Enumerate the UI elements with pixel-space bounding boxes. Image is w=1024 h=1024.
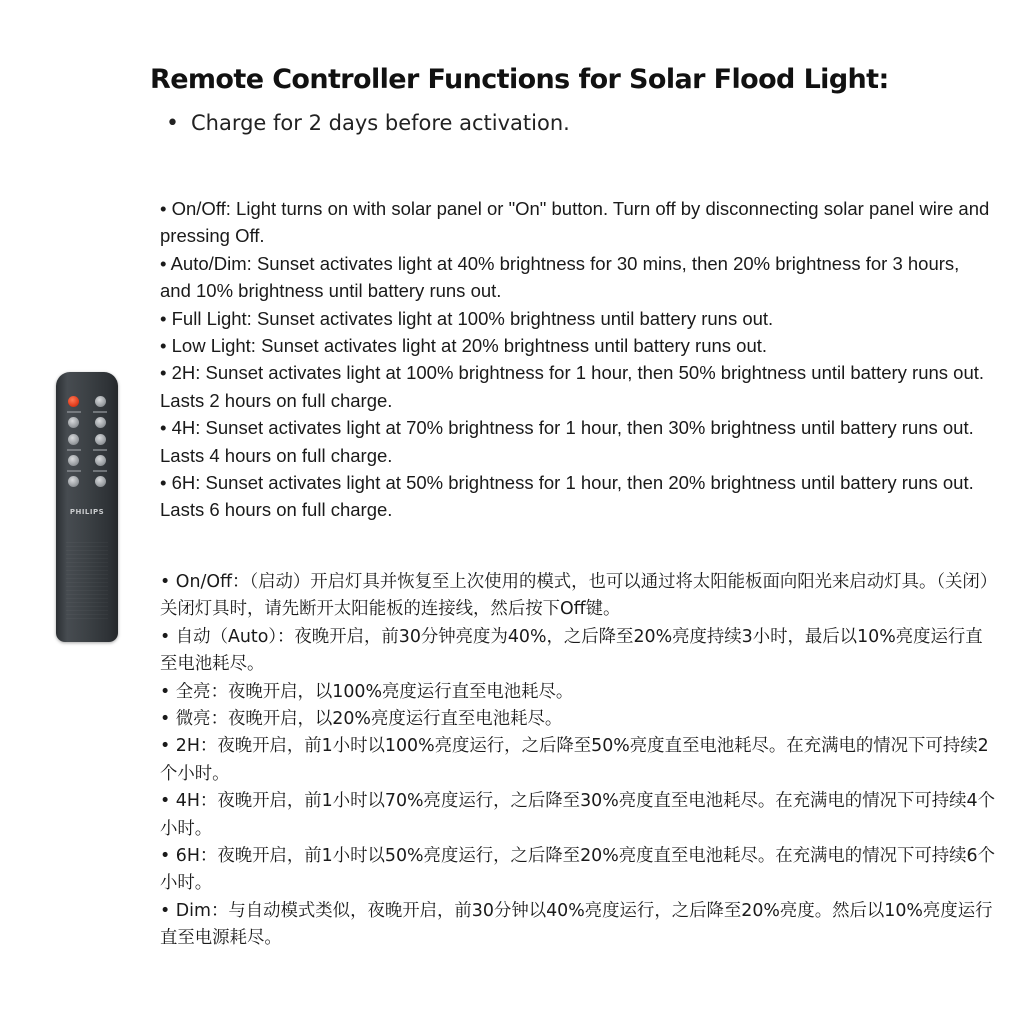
remote-label-mark (67, 411, 81, 413)
english-item-on-off: • On/Off: Light turns on with solar panel or "On" button. Turn off by disconnecting solar panel wire and pressing Off. (160, 198, 990, 247)
chinese-item-on-off: • On/Off：（启动）开启灯具并恢复至上次使用的模式，也可以通过将太阳能板面向阳光来启动灯具。（关闭）关闭灯具时，请先断开太阳能板的连接线，然后按下Off键。 (160, 572, 998, 620)
remote-button-icon (95, 417, 106, 428)
remote-button-icon (95, 434, 106, 445)
english-item-2h: • 2H: Sunset activates light at 100% brightness for 1 hour, then 50% brightness until battery runs out. Lasts 2 hours on full charge. (160, 362, 985, 411)
remote-label-mark (93, 411, 107, 413)
remote-label-mark (93, 449, 107, 451)
remote-button-icon (95, 476, 106, 487)
power-button-icon (68, 396, 79, 407)
remote-button-icon (68, 417, 79, 428)
remote-label-mark (67, 449, 81, 451)
remote-brand-logo: PHILIPS (69, 508, 105, 516)
english-item-6h: • 6H: Sunset activates light at 50% brightness for 1 hour, then 20% brightness until battery runs out. Lasts 6 hours on full charge. (160, 472, 974, 521)
remote-button-icon (68, 455, 79, 466)
remote-button-icon (68, 434, 79, 445)
remote-label-mark (93, 470, 107, 472)
english-item-full-light: • Full Light: Sunset activates light at 100% brightness until battery runs out. (160, 307, 774, 329)
chinese-item-low: • 微亮：夜晚开启，以20%亮度运行直至电池耗尽。 (160, 709, 563, 730)
remote-grip-texture (66, 542, 108, 622)
remote-button-icon (68, 476, 79, 487)
remote-control-image (56, 372, 118, 642)
chinese-item-full: • 全亮：夜晚开启，以100%亮度运行直至电池耗尽。 (160, 681, 574, 702)
chinese-functions (160, 569, 1000, 953)
remote-label-mark (67, 470, 81, 472)
chinese-item-dim: • Dim：与自动模式类似，夜晚开启，前30分钟以40%亮度运行，之后降至20%亮度。然后以10%亮度运行直至电源耗尽。 (160, 900, 993, 949)
chinese-item-4h: • 4H：夜晚开启，前1小时以70%亮度运行，之后降至30%亮度直至电池耗尽。在充满电的情况下可持续4个小时。 (160, 791, 995, 839)
remote-button-icon (95, 455, 106, 466)
chinese-item-auto: • 自动（Auto）：夜晚开启，前30分钟亮度为40%，之后降至20%亮度持续3小时，最后以10%亮度运行直至电池耗尽。 (160, 626, 983, 675)
english-item-low-light: • Low Light: Sunset activates light at 20% brightness until battery runs out. (160, 335, 768, 357)
charge-note-list (166, 111, 570, 136)
charge-note: • Charge for 2 days before activation. (166, 111, 570, 136)
chinese-item-6h: • 6H：夜晚开启，前1小时以50%亮度运行，之后降至20%亮度直至电池耗尽。在充满电的情况下可持续6个小时。 (160, 846, 995, 894)
chinese-item-2h: • 2H：夜晚开启，前1小时以100%亮度运行，之后降至50%亮度直至电池耗尽。在充满电的情况下可持续2个小时。 (160, 736, 989, 784)
remote-button-icon (95, 396, 106, 407)
english-functions (160, 195, 995, 524)
english-item-4h: • 4H: Sunset activates light at 70% brightness for 1 hour, then 30% brightness until battery runs out. Lasts 4 hours on full charge. (160, 417, 974, 466)
english-item-auto-dim: • Auto/Dim: Sunset activates light at 40% brightness for 30 mins, then 20% brightness for 3 hours, and 10% brightness until battery runs out. (160, 252, 960, 302)
page-title: Remote Controller Functions for Solar Flood Light: (150, 64, 889, 95)
